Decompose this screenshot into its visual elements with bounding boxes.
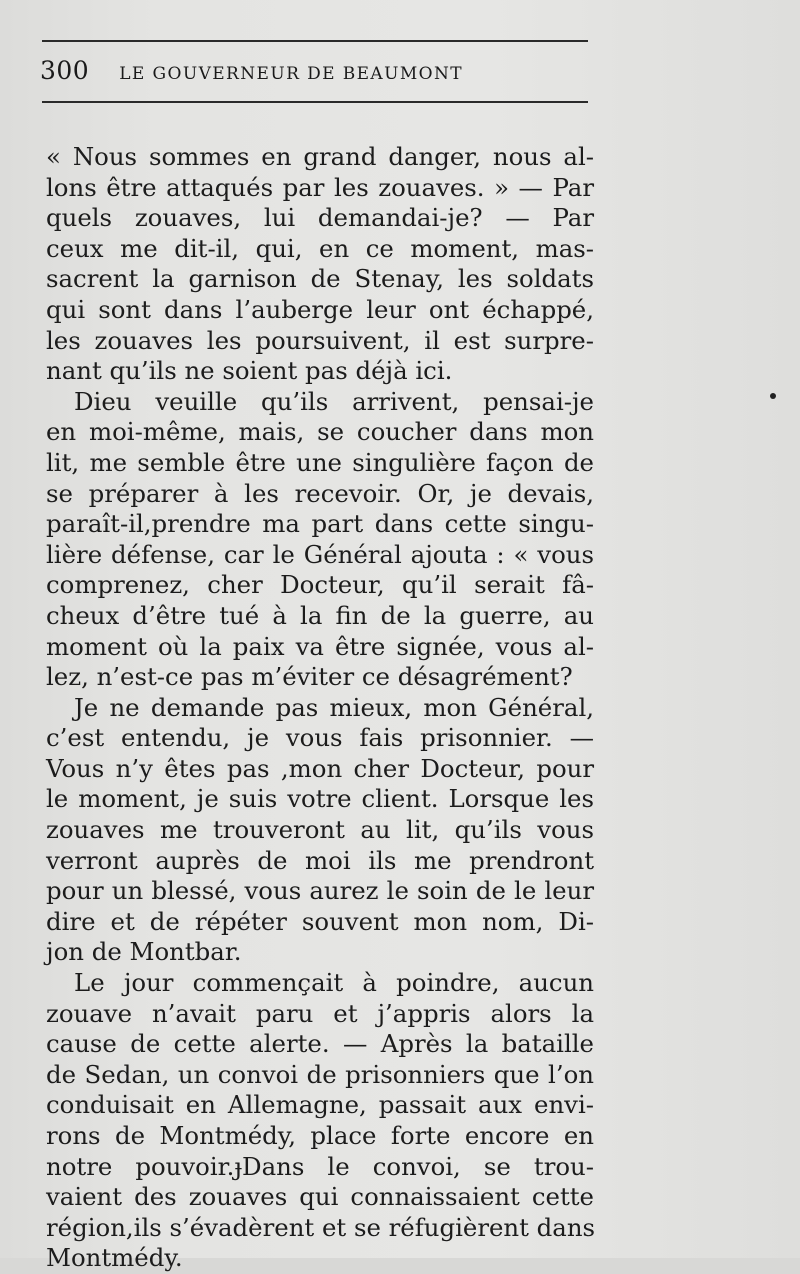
text-line: nant qu’ils ne soient pas déjà ici. bbox=[46, 356, 453, 386]
text-line: zouave n’avait paru et j’appris alors la bbox=[46, 998, 594, 1028]
header-rule-bottom bbox=[42, 101, 588, 103]
running-title: LE GOUVERNEUR DE BEAUMONT bbox=[119, 64, 463, 84]
running-head bbox=[40, 56, 600, 90]
text-line: jon de Montbar. bbox=[46, 937, 242, 967]
text-line: se préparer à les recevoir. Or, je devais, bbox=[46, 478, 594, 508]
text-line: vaient des zouaves qui connaissaient cette bbox=[46, 1182, 594, 1212]
text-line: verront auprès de moi ils me prendront bbox=[46, 845, 594, 875]
text-line: lons être attaqués par les zouaves. » — Par bbox=[46, 172, 594, 202]
text-line: ceux me dit-il, qui, en ce moment, mas- bbox=[46, 233, 594, 263]
text-line: sacrent la garnison de Stenay, les soldats bbox=[46, 264, 594, 294]
text-line: le moment, je suis votre client. Lorsque les bbox=[46, 784, 594, 814]
paragraph bbox=[46, 142, 594, 387]
text-line: notre pouvoir.ɟDans le convoi, se trou- bbox=[46, 1151, 594, 1181]
text-line: quels zouaves, lui demandai-je? — Par bbox=[46, 203, 594, 233]
header-rule-top bbox=[42, 40, 588, 42]
text-line: lez, n’est-ce pas m’éviter ce désagrément? bbox=[46, 662, 573, 692]
text-line: lière défense, car le Général ajouta : « vous bbox=[46, 539, 594, 569]
text-line: en moi-même, mais, se coucher dans mon bbox=[46, 417, 594, 447]
text-line: les zouaves les poursuivent, il est surpre- bbox=[46, 325, 594, 355]
text-line: pour un blessé, vous aurez le soin de le leur bbox=[46, 876, 594, 906]
text-line: moment où la paix va être signée, vous al- bbox=[46, 631, 594, 661]
paragraph bbox=[46, 693, 594, 968]
text-line: rons de Montmédy, place forte encore en bbox=[46, 1121, 594, 1150]
text-line: Dieu veuille qu’ils arrivent, pensai-je bbox=[74, 386, 594, 416]
text-line: dire et de répéter souvent mon nom, Di- bbox=[46, 906, 594, 936]
text-line: Je ne demande pas mieux, mon Général, bbox=[74, 692, 594, 722]
text-line: zouaves me trouveront au lit, qu’ils vous bbox=[46, 815, 594, 845]
body-text bbox=[46, 142, 594, 1274]
text-line: Le jour commençait à poindre, aucun bbox=[74, 968, 594, 998]
text-line: cheux d’être tué à la fin de la guerre, au bbox=[46, 600, 594, 630]
paragraph bbox=[46, 968, 594, 1274]
text-line: Vous n’y êtes pas ,mon cher Docteur, pour bbox=[46, 753, 594, 783]
text-line: qui sont dans l’auberge leur ont échappé, bbox=[46, 294, 594, 324]
margin-dot bbox=[770, 393, 776, 399]
text-line: conduisait en Allemagne, passait aux envi- bbox=[46, 1090, 594, 1120]
page-number: 300 bbox=[40, 56, 90, 85]
text-line: paraît-il,prendre ma part dans cette singu- bbox=[46, 509, 594, 539]
text-line: « Nous sommes en grand danger, nous al- bbox=[46, 142, 594, 171]
text-line: lit, me semble être une singulière façon de bbox=[46, 447, 594, 477]
paragraph bbox=[46, 387, 594, 693]
text-line: région,ils s’évadèrent et se réfugièrent dans bbox=[46, 1212, 596, 1242]
text-line: comprenez, cher Docteur, qu’il serait fâ- bbox=[46, 570, 594, 600]
text-line: c’est entendu, je vous fais prisonnier. — bbox=[46, 723, 594, 753]
text-line: Montmédy. bbox=[46, 1243, 183, 1273]
text-line: cause de cette alerte. — Après la bataille bbox=[46, 1029, 594, 1059]
text-line: de Sedan, un convoi de prisonniers que l’on bbox=[46, 1059, 594, 1089]
